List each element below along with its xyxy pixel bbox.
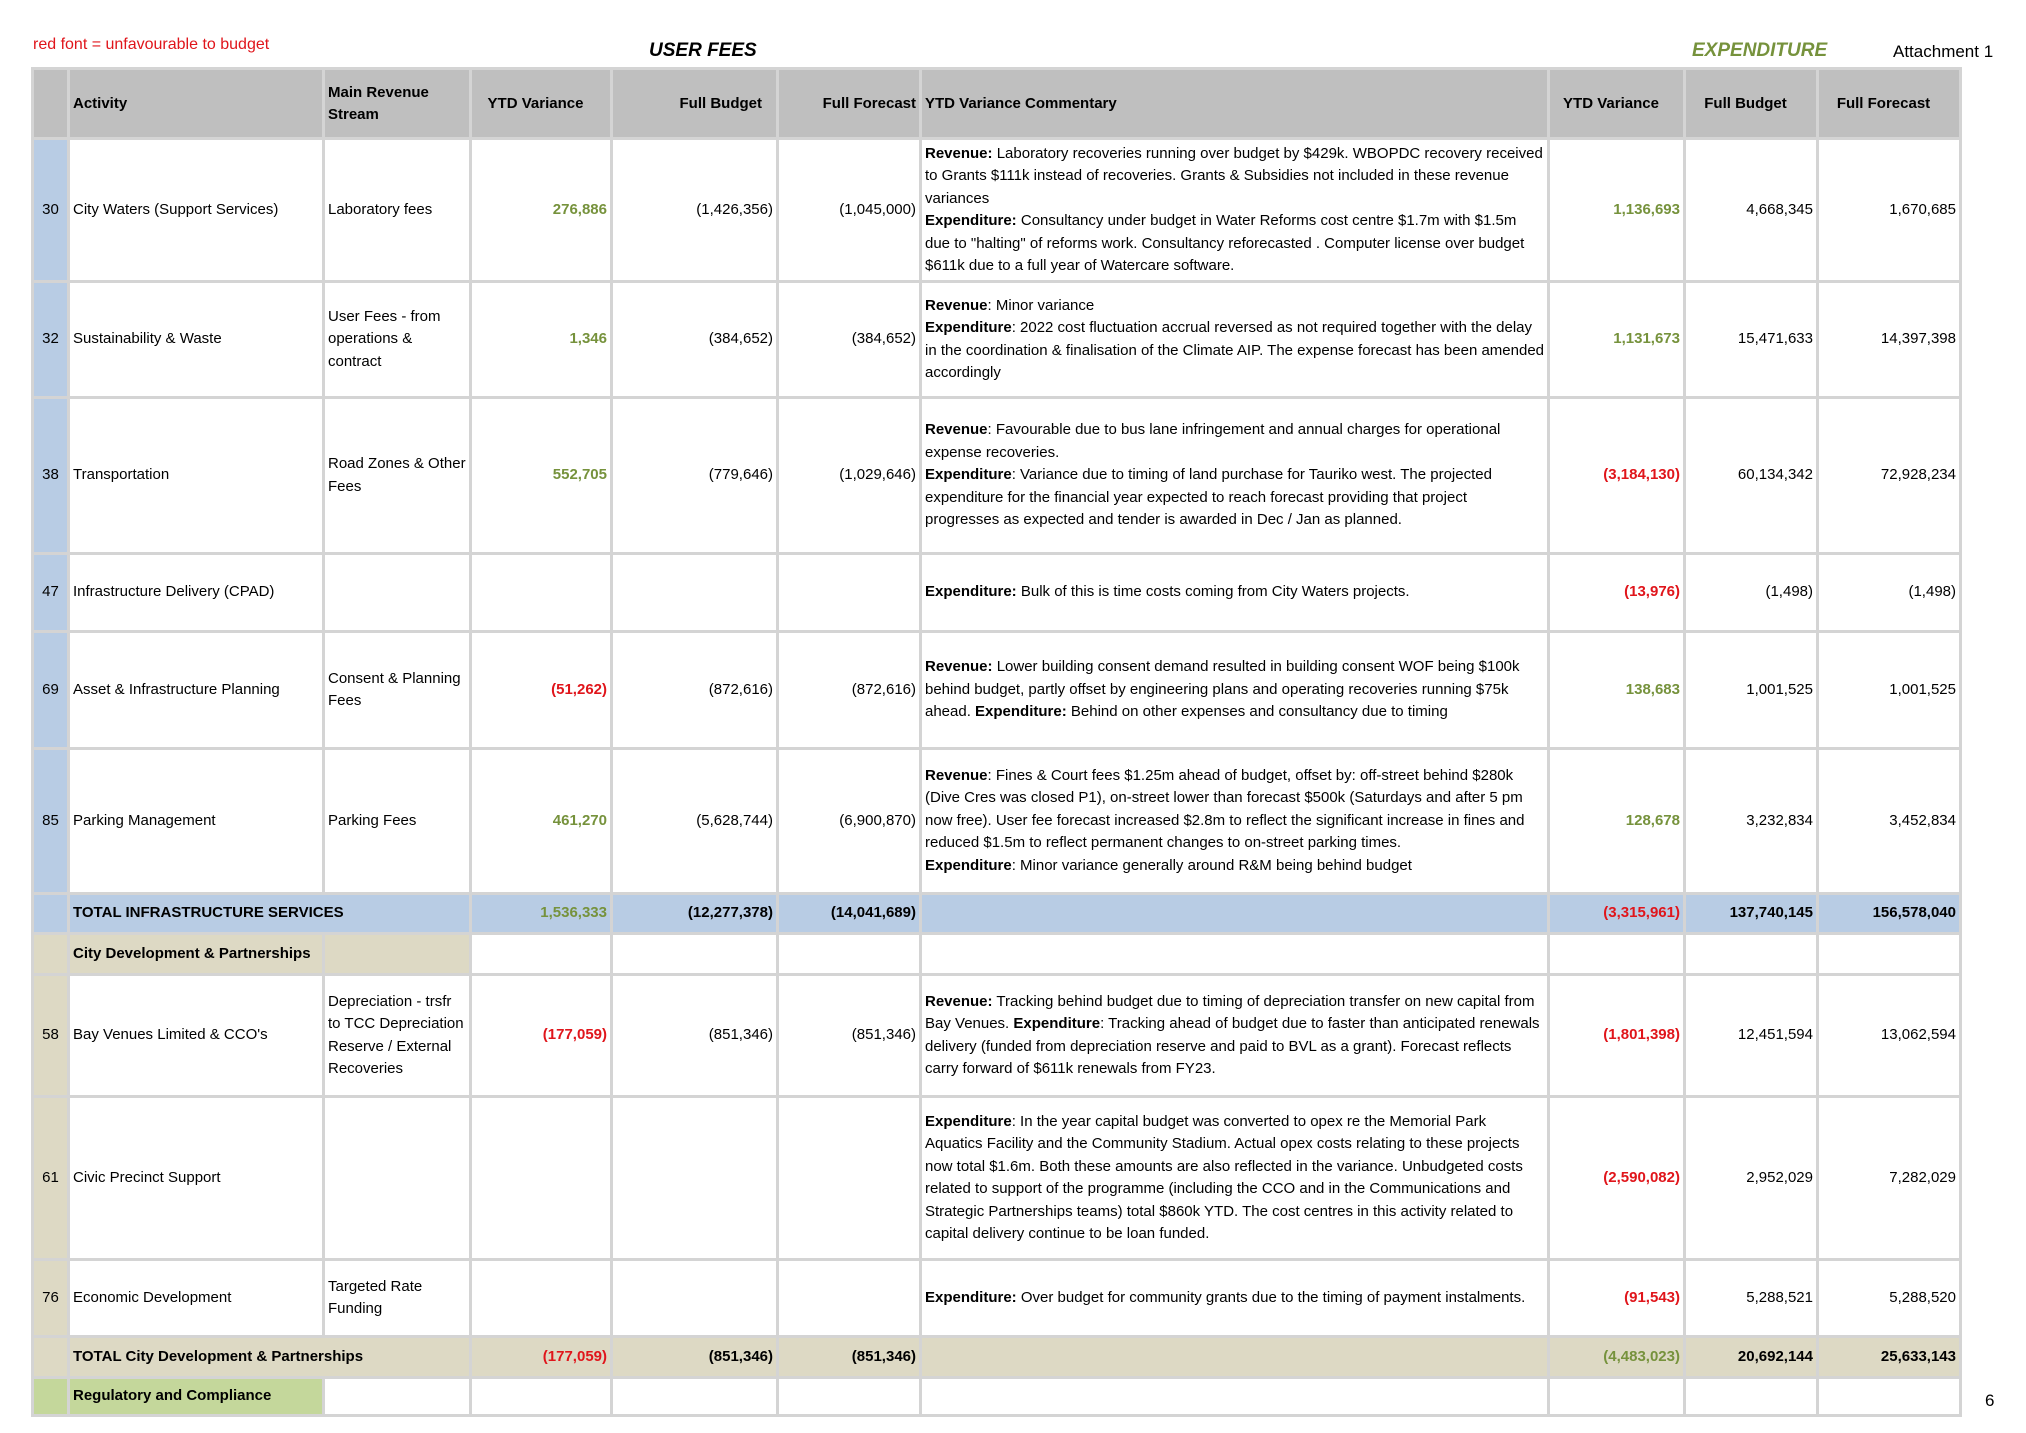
comment-text: : Variance due to timing of land purchase for Tauriko west. The projected expenditure for the financial year expected to reach forecast providing that project progresses as expected and tender is awarded in Dec / Jan as planned.	[925, 466, 1492, 529]
section-row-city	[33, 934, 1961, 975]
table-row	[33, 749, 1961, 894]
row-stream: Consent & Planning Fees	[324, 632, 471, 749]
empty-cell	[612, 934, 778, 975]
row-number: 61	[33, 1097, 69, 1260]
total-ytd-variance: 1,536,333	[471, 894, 612, 934]
empty-cell	[778, 934, 921, 975]
total-label: TOTAL INFRASTRUCTURE SERVICES	[69, 894, 471, 934]
row-activity: Asset & Infrastructure Planning	[69, 632, 324, 749]
row-ytd-variance: 276,886	[471, 139, 612, 282]
empty-cell	[921, 934, 1549, 975]
row-stream: Road Zones & Other Fees	[324, 398, 471, 554]
row-activity: Bay Venues Limited & CCO's	[69, 975, 324, 1097]
row-ytd-variance	[471, 554, 612, 632]
row-exp-ytd-variance: 1,136,693	[1549, 139, 1685, 282]
row-activity: Economic Development	[69, 1260, 324, 1337]
row-exp-full-budget: 2,952,029	[1685, 1097, 1818, 1260]
row-ytd-variance: (51,262)	[471, 632, 612, 749]
row-exp-full-forecast: 1,001,525	[1818, 632, 1961, 749]
col-activity: Activity	[69, 69, 324, 139]
row-exp-full-forecast: 5,288,520	[1818, 1260, 1961, 1337]
total-commentary	[921, 1337, 1549, 1378]
row-ytd-variance: 461,270	[471, 749, 612, 894]
row-commentary	[921, 975, 1549, 1097]
row-ytd-variance: (177,059)	[471, 975, 612, 1097]
comment-label: Expenditure	[925, 1112, 1012, 1130]
total-commentary	[921, 894, 1549, 934]
row-exp-full-forecast: 13,062,594	[1818, 975, 1961, 1097]
empty-cell	[1685, 934, 1818, 975]
comment-text: : Tracking ahead of budget due to faster than anticipated renewals delivery (funded from depreciation reserve and paid to BVL as a grant). Forecast reflects carry forward of $611k renewals from FY23.	[925, 1015, 1540, 1077]
row-exp-full-budget: 12,451,594	[1685, 975, 1818, 1097]
row-ytd-variance	[471, 1097, 612, 1260]
comment-text: : Fines & Court fees $1.25m ahead of budget, offset by: off-street behind $280k (Dive Cres was closed P1), on-street lower than forecast $500k (Saturdays and after 5 pm now free). User fee forecast increased $2.8m to reflect the significant increase in fines and reduced $1.5m to reflect permanent changes to on-street parking times.	[925, 766, 1525, 852]
row-exp-full-forecast: 1,670,685	[1818, 139, 1961, 282]
row-exp-full-budget: 15,471,633	[1685, 282, 1818, 398]
row-exp-ytd-variance: (3,184,130)	[1549, 398, 1685, 554]
section-spacer	[33, 934, 69, 975]
row-stream: User Fees - from operations & contract	[324, 282, 471, 398]
total-exp-ytd-variance: (4,483,023)	[1549, 1337, 1685, 1378]
row-number: 32	[33, 282, 69, 398]
comment-label: Expenditure:	[975, 703, 1067, 721]
row-exp-full-forecast: 72,928,234	[1818, 398, 1961, 554]
comment-text: : Minor variance generally around R&M being behind budget	[1011, 856, 1412, 874]
col-number	[33, 69, 69, 139]
row-exp-full-forecast: (1,498)	[1818, 554, 1961, 632]
row-number: 69	[33, 632, 69, 749]
comment-label: Expenditure	[925, 466, 1012, 484]
comment-text: : 2022 cost fluctuation accrual reversed as not required together with the delay in the coordination & finalisation of the Climate AIP. The expense forecast has been amended accordingly	[925, 319, 1545, 381]
comment-text: Laboratory recoveries running over budget by $429k. WBOPDC recovery received to Grants $111k instead of recoveries. Grants & Subsidies not included in these revenue variances	[925, 144, 1543, 207]
row-activity: Civic Precinct Support	[69, 1097, 324, 1260]
empty-cell	[778, 1378, 921, 1416]
empty-cell	[921, 1378, 1549, 1416]
row-exp-full-budget: 3,232,834	[1685, 749, 1818, 894]
row-full-budget: (779,646)	[612, 398, 778, 554]
comment-label: Revenue:	[925, 658, 993, 676]
row-exp-full-budget: (1,498)	[1685, 554, 1818, 632]
col-exp-ytd-variance: YTD Variance	[1549, 69, 1685, 139]
row-commentary	[921, 632, 1549, 749]
row-exp-full-budget: 1,001,525	[1685, 632, 1818, 749]
row-full-budget: (872,616)	[612, 632, 778, 749]
empty-cell	[1685, 1378, 1818, 1416]
section-cell	[324, 934, 471, 975]
row-full-budget	[612, 1260, 778, 1337]
row-full-forecast	[778, 1260, 921, 1337]
table-row	[33, 282, 1961, 398]
section-title: Regulatory and Compliance	[69, 1378, 324, 1416]
variance-table	[31, 67, 1962, 1417]
row-full-budget: (1,426,356)	[612, 139, 778, 282]
row-number: 58	[33, 975, 69, 1097]
row-number: 85	[33, 749, 69, 894]
row-exp-full-budget: 60,134,342	[1685, 398, 1818, 554]
row-ytd-variance: 552,705	[471, 398, 612, 554]
header-row	[33, 69, 1961, 139]
section-title: City Development & Partnerships	[69, 934, 324, 975]
total-exp-ytd-variance: (3,315,961)	[1549, 894, 1685, 934]
empty-cell	[324, 1378, 471, 1416]
row-exp-full-budget: 4,668,345	[1685, 139, 1818, 282]
comment-text: : Minor variance	[987, 296, 1095, 314]
row-stream	[324, 1097, 471, 1260]
row-stream: Targeted Rate Funding	[324, 1260, 471, 1337]
row-full-forecast: (6,900,870)	[778, 749, 921, 894]
comment-text: Lower building consent demand resulted in building consent WOF being $100k behind budget, partly offset by engineering plans and operating recoveries running $75k ahead.	[925, 658, 1520, 721]
comment-label: Expenditure:	[925, 1288, 1017, 1306]
empty-cell	[1818, 1378, 1961, 1416]
attachment-label: Attachment 1	[1893, 42, 1994, 61]
comment-text: : Favourable due to bus lane infringement and annual charges for operational expense recoveries.	[925, 421, 1501, 461]
comment-text: Tracking behind budget due to timing of depreciation transfer on new capital from Bay Venues.	[925, 992, 1535, 1032]
row-number: 38	[33, 398, 69, 554]
total-spacer	[33, 894, 69, 934]
row-full-forecast	[778, 1097, 921, 1260]
row-full-budget: (384,652)	[612, 282, 778, 398]
empty-cell	[1818, 934, 1961, 975]
comment-label: Revenue	[925, 766, 988, 784]
row-exp-ytd-variance: (2,590,082)	[1549, 1097, 1685, 1260]
row-activity: Transportation	[69, 398, 324, 554]
empty-cell	[612, 1378, 778, 1416]
row-stream: Depreciation - trsfr to TCC Depreciation Reserve / External Recoveries	[324, 975, 471, 1097]
row-commentary	[921, 282, 1549, 398]
empty-cell	[1549, 1378, 1685, 1416]
comment-text: Behind on other expenses and consultancy due to timing	[1066, 703, 1448, 721]
row-exp-ytd-variance: 138,683	[1549, 632, 1685, 749]
row-full-forecast: (1,045,000)	[778, 139, 921, 282]
comment-label: Revenue	[925, 296, 988, 314]
total-spacer	[33, 1337, 69, 1378]
comment-label: Expenditure:	[925, 212, 1017, 229]
comment-label: Expenditure	[1013, 1015, 1101, 1032]
row-ytd-variance	[471, 1260, 612, 1337]
row-commentary	[921, 1097, 1549, 1260]
row-stream: Laboratory fees	[324, 139, 471, 282]
row-stream: Parking Fees	[324, 749, 471, 894]
col-stream: Main Revenue Stream	[324, 69, 471, 139]
row-exp-ytd-variance: 128,678	[1549, 749, 1685, 894]
total-row-infrastructure	[33, 894, 1961, 934]
comment-text: Over budget for community grants due to the timing of payment instalments.	[1016, 1288, 1526, 1306]
comment-label: Expenditure	[925, 319, 1012, 336]
table-row	[33, 554, 1961, 632]
empty-cell	[471, 934, 612, 975]
col-exp-full-forecast: Full Forecast	[1818, 69, 1961, 139]
row-full-budget: (5,628,744)	[612, 749, 778, 894]
table-row	[33, 1097, 1961, 1260]
col-exp-full-budget: Full Budget	[1685, 69, 1818, 139]
row-exp-ytd-variance: 1,131,673	[1549, 282, 1685, 398]
col-full-budget: Full Budget	[612, 69, 778, 139]
row-commentary	[921, 554, 1549, 632]
row-commentary	[921, 139, 1549, 282]
row-stream	[324, 554, 471, 632]
page-number: 6	[1985, 1391, 1995, 1410]
table-row	[33, 632, 1961, 749]
col-full-forecast: Full Forecast	[778, 69, 921, 139]
comment-text: Consultancy under budget in Water Reforms cost centre $1.7m with $1.5m due to "halting" of reforms work. Consultancy reforecasted . Computer license over budget $611k due to a full year of Watercare software.	[925, 212, 1525, 274]
row-exp-full-forecast: 3,452,834	[1818, 749, 1961, 894]
row-exp-full-budget: 5,288,521	[1685, 1260, 1818, 1337]
row-activity: City Waters (Support Services)	[69, 139, 324, 282]
total-exp-full-budget: 137,740,145	[1685, 894, 1818, 934]
row-commentary	[921, 1260, 1549, 1337]
user-fees-title: USER FEES	[649, 40, 757, 61]
table-row	[33, 975, 1961, 1097]
total-full-forecast: (851,346)	[778, 1337, 921, 1378]
comment-label: Revenue:	[925, 992, 993, 1010]
comment-text: : In the year capital budget was converted to opex re the Memorial Park Aquatics Facility and the Community Stadium. Actual opex costs relating to these projects now total $1.6m. Both these amounts are also reflected in the variance. Unbudgeted costs related to support of the programme (including the CCO and in the Communications and Strategic Partnerships teams) total $860k YTD. The cost centres in this activity related to capital delivery continue to be loan funded.	[925, 1112, 1523, 1242]
total-label: TOTAL City Development & Partnerships	[69, 1337, 471, 1378]
comment-label: Revenue	[925, 421, 988, 439]
row-full-forecast: (872,616)	[778, 632, 921, 749]
table-row	[33, 1260, 1961, 1337]
row-activity: Sustainability & Waste	[69, 282, 324, 398]
row-full-budget	[612, 554, 778, 632]
row-activity: Infrastructure Delivery (CPAD)	[69, 554, 324, 632]
row-commentary	[921, 398, 1549, 554]
row-commentary	[921, 749, 1549, 894]
row-full-budget	[612, 1097, 778, 1260]
row-full-forecast: (1,029,646)	[778, 398, 921, 554]
section-spacer	[33, 1378, 69, 1416]
row-ytd-variance: 1,346	[471, 282, 612, 398]
expenditure-title: EXPENDITURE	[1692, 40, 1828, 61]
legend-note: red font = unfavourable to budget	[33, 36, 270, 53]
row-exp-ytd-variance: (91,543)	[1549, 1260, 1685, 1337]
row-exp-ytd-variance: (13,976)	[1549, 554, 1685, 632]
total-exp-full-forecast: 156,578,040	[1818, 894, 1961, 934]
total-exp-full-forecast: 25,633,143	[1818, 1337, 1961, 1378]
row-number: 47	[33, 554, 69, 632]
table-row	[33, 398, 1961, 554]
total-full-budget: (851,346)	[612, 1337, 778, 1378]
row-number: 76	[33, 1260, 69, 1337]
row-activity: Parking Management	[69, 749, 324, 894]
comment-label: Revenue:	[925, 144, 993, 162]
empty-cell	[1549, 934, 1685, 975]
total-ytd-variance: (177,059)	[471, 1337, 612, 1378]
col-commentary: YTD Variance Commentary	[921, 69, 1549, 139]
comment-text: Bulk of this is time costs coming from City Waters projects.	[1016, 583, 1410, 601]
col-ytd-variance: YTD Variance	[471, 69, 612, 139]
section-row-regulatory	[33, 1378, 1961, 1416]
row-full-forecast: (384,652)	[778, 282, 921, 398]
total-exp-full-budget: 20,692,144	[1685, 1337, 1818, 1378]
total-row-city	[33, 1337, 1961, 1378]
empty-cell	[471, 1378, 612, 1416]
row-exp-full-forecast: 7,282,029	[1818, 1097, 1961, 1260]
row-full-forecast	[778, 554, 921, 632]
row-full-forecast: (851,346)	[778, 975, 921, 1097]
row-number: 30	[33, 139, 69, 282]
table-row	[33, 139, 1961, 282]
total-full-forecast: (14,041,689)	[778, 894, 921, 934]
row-full-budget: (851,346)	[612, 975, 778, 1097]
row-exp-ytd-variance: (1,801,398)	[1549, 975, 1685, 1097]
row-exp-full-forecast: 14,397,398	[1818, 282, 1961, 398]
total-full-budget: (12,277,378)	[612, 894, 778, 934]
comment-label: Expenditure	[925, 856, 1012, 874]
comment-label: Expenditure:	[925, 583, 1017, 601]
